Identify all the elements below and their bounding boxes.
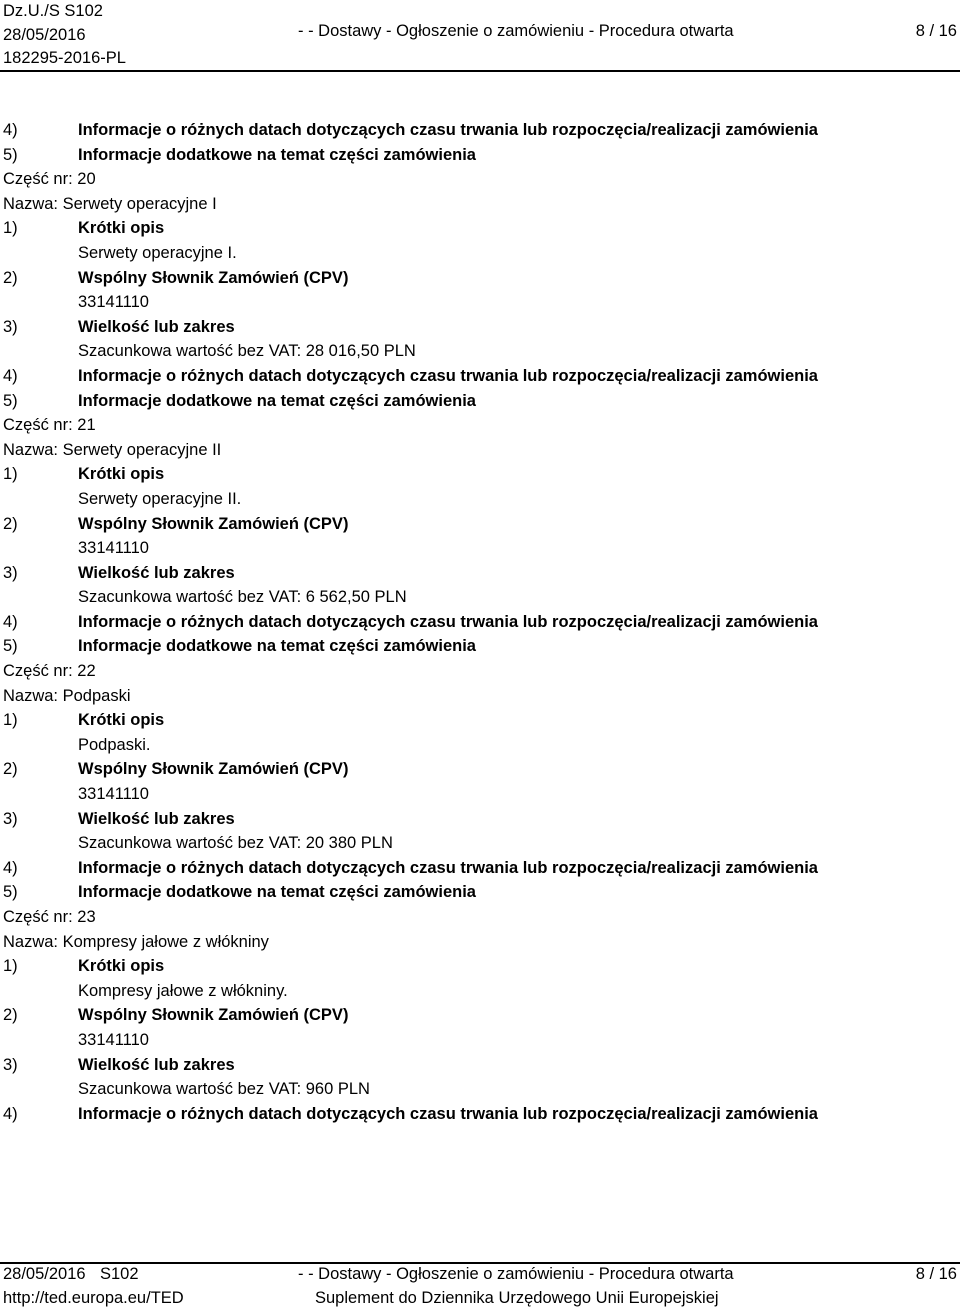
estimated-value-text: Szacunkowa wartość bez VAT: 6 562,50 PLN — [78, 588, 407, 607]
section-number: 2) — [3, 268, 18, 287]
part-number: Część nr: 20 — [3, 170, 96, 189]
part-number: Część nr: 22 — [3, 662, 96, 681]
cpv-code — [3, 536, 958, 561]
section-number: 2) — [3, 1006, 18, 1025]
short-description-text: Kompresy jałowe z włókniny. — [78, 981, 288, 1000]
header-title: - - Dostawy - Ogłoszenie o zamówieniu - Procedura otwarta — [298, 22, 734, 40]
section-2-line — [3, 512, 958, 537]
section-1-line — [3, 954, 958, 979]
section-title: Informacje o różnych datach dotyczących czasu trwania lub rozpoczęcia/realizacji zamówienia — [78, 121, 818, 139]
section-3-line — [3, 561, 958, 586]
section-title: Informacje dodatkowe na temat części zamówienia — [78, 391, 476, 410]
section-number: 4) — [3, 121, 18, 139]
section-1-line — [3, 462, 958, 487]
estimated-value — [3, 1077, 958, 1102]
section-title: Wspólny Słownik Zamówień (CPV) — [78, 514, 349, 533]
footer-subtitle: Suplement do Dziennika Urzędowego Unii Europejskiej — [315, 1288, 719, 1307]
short-description-text: Serwety operacyjne II. — [78, 489, 242, 508]
section-number: 2) — [3, 760, 18, 779]
section-number: 3) — [3, 563, 18, 582]
estimated-value — [3, 339, 958, 364]
footer-page-number: 8 / 16 — [915, 1265, 957, 1283]
page-header — [0, 0, 960, 72]
footer-center-block — [298, 1263, 734, 1310]
section-number: 1) — [3, 219, 18, 238]
section-2-line — [3, 757, 958, 782]
section-5-line — [3, 143, 958, 168]
section-number: 1) — [3, 711, 18, 730]
section-title: Krótki opis — [78, 219, 165, 238]
header-left-block — [3, 0, 126, 71]
section-1-line — [3, 216, 958, 241]
estimated-value-text: Szacunkowa wartość bez VAT: 960 PLN — [78, 1080, 370, 1099]
section-title: Wielkość lub zakres — [78, 1055, 235, 1074]
section-4-line — [3, 364, 958, 389]
section-number: 5) — [3, 145, 18, 164]
section-number: 4) — [3, 366, 18, 385]
document-id: 182295-2016-PL — [3, 49, 126, 67]
section-1-line — [3, 708, 958, 733]
section-5-line — [3, 634, 958, 659]
section-number: 5) — [3, 637, 18, 656]
part-number: Część nr: 23 — [3, 908, 96, 926]
section-title: Krótki opis — [78, 465, 165, 484]
section-title: Wielkość lub zakres — [78, 563, 235, 582]
section-number: 4) — [3, 1104, 18, 1123]
estimated-value — [3, 585, 958, 610]
section-title: Wielkość lub zakres — [78, 809, 235, 828]
section-number: 5) — [3, 883, 18, 902]
section-4-line — [3, 1102, 958, 1127]
section-number: 4) — [3, 858, 18, 877]
section-title: Informacje o różnych datach dotyczących czasu trwania lub rozpoczęcia/realizacji zamówienia — [78, 366, 818, 385]
section-number: 1) — [3, 465, 18, 484]
short-description-text: Podpaski. — [78, 735, 151, 754]
section-title: Wspólny Słownik Zamówień (CPV) — [78, 268, 349, 287]
cpv-code-text: 33141110 — [78, 293, 149, 312]
section-title: Wspólny Słownik Zamówień (CPV) — [78, 1006, 349, 1025]
section-2-line — [3, 1003, 958, 1028]
section-number: 3) — [3, 809, 18, 828]
part-name: Nazwa: Serwety operacyjne I — [3, 194, 217, 213]
section-title: Informacje dodatkowe na temat części zamówienia — [78, 145, 476, 164]
section-4-line — [3, 610, 958, 635]
header-divider — [0, 70, 960, 72]
cpv-code-text: 33141110 — [78, 1030, 149, 1049]
footer-title: - - Dostawy - Ogłoszenie o zamówieniu - Procedura otwarta — [298, 1265, 734, 1283]
section-2-line — [3, 266, 958, 291]
cpv-code — [3, 1028, 958, 1053]
estimated-value-text: Szacunkowa wartość bez VAT: 28 016,50 PLN — [78, 342, 416, 361]
short-description — [3, 487, 958, 512]
section-3-line — [3, 807, 958, 832]
short-description — [3, 733, 958, 758]
footer-date: 28/05/2016 — [3, 1265, 86, 1283]
section-3-line — [3, 315, 958, 340]
section-number: 3) — [3, 317, 18, 336]
section-title: Wielkość lub zakres — [78, 317, 235, 336]
section-title: Informacje o różnych datach dotyczących czasu trwania lub rozpoczęcia/realizacji zamówienia — [78, 612, 818, 631]
section-title: Krótki opis — [78, 957, 165, 976]
footer-url[interactable]: http://ted.europa.eu/TED — [3, 1288, 184, 1307]
section-number: 2) — [3, 514, 18, 533]
section-title: Informacje dodatkowe na temat części zamówienia — [78, 637, 476, 656]
section-title: Wspólny Słownik Zamówień (CPV) — [78, 760, 349, 779]
document-body — [3, 118, 958, 1126]
header-date: 28/05/2016 — [3, 25, 86, 44]
estimated-value-text: Szacunkowa wartość bez VAT: 20 380 PLN — [78, 834, 393, 853]
section-number: 1) — [3, 957, 18, 976]
short-description — [3, 241, 958, 266]
footer-left-block — [3, 1263, 184, 1310]
section-title: Informacje o różnych datach dotyczących czasu trwania lub rozpoczęcia/realizacji zamówienia — [78, 858, 818, 877]
header-page-number: 8 / 16 — [915, 22, 957, 40]
section-title: Krótki opis — [78, 711, 165, 730]
section-4-line — [3, 118, 958, 143]
cpv-code — [3, 290, 958, 315]
section-4-line — [3, 856, 958, 881]
part-name: Nazwa: Kompresy jałowe z włókniny — [3, 932, 269, 951]
short-description-text: Serwety operacyjne I. — [78, 243, 237, 262]
section-5-line — [3, 389, 958, 414]
part-name: Nazwa: Podpaski — [3, 686, 131, 705]
short-description — [3, 979, 958, 1004]
estimated-value — [3, 831, 958, 856]
part-name: Nazwa: Serwety operacyjne II — [3, 440, 222, 459]
footer-issue: S102 — [100, 1265, 139, 1283]
cpv-code-text: 33141110 — [78, 785, 149, 804]
section-5-line — [3, 880, 958, 905]
section-number: 5) — [3, 391, 18, 410]
section-3-line — [3, 1053, 958, 1078]
section-number: 3) — [3, 1055, 18, 1074]
section-number: 4) — [3, 612, 18, 631]
section-title: Informacje dodatkowe na temat części zamówienia — [78, 883, 476, 902]
cpv-code-text: 33141110 — [78, 539, 149, 558]
section-title: Informacje o różnych datach dotyczących czasu trwania lub rozpoczęcia/realizacji zamówienia — [78, 1104, 818, 1123]
journal-reference: Dz.U./S S102 — [3, 2, 103, 20]
part-number: Część nr: 21 — [3, 416, 96, 435]
cpv-code — [3, 782, 958, 807]
